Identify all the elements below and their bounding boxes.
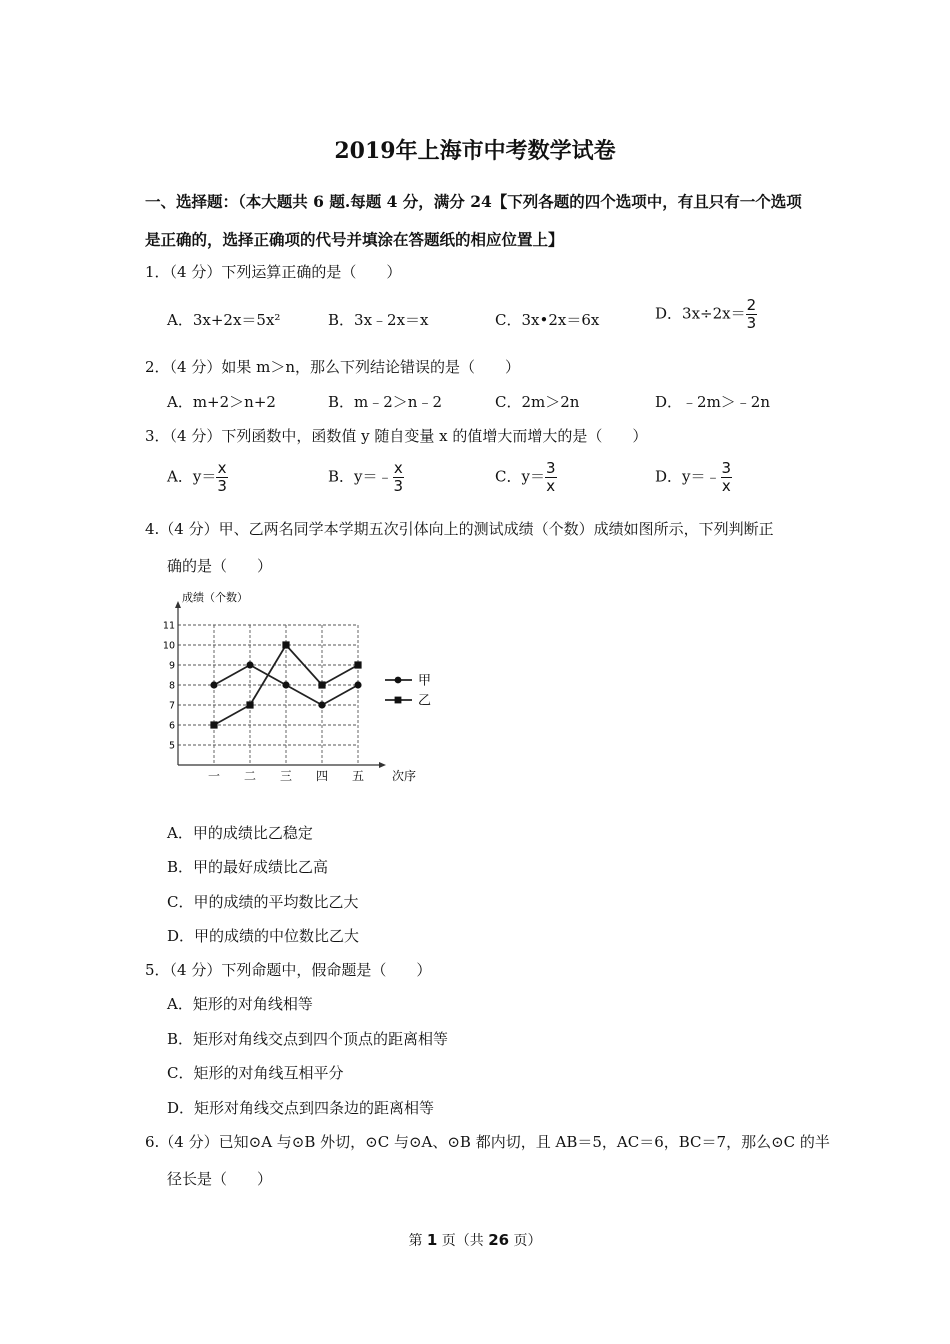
y-tick-label: 11 (162, 620, 175, 632)
y-tick-label: 6 (168, 720, 175, 732)
q3-option-c (495, 460, 557, 495)
footer-suffix: 页） (509, 1233, 542, 1249)
data-point-circle (318, 701, 325, 708)
data-point-circle (354, 681, 361, 688)
q1-option-d (655, 297, 757, 332)
question-5-stem: 5．（4 分）下列命题中，假命题是（ ） (145, 961, 432, 979)
x-tick-label: 三 (279, 769, 293, 783)
data-point-square (246, 701, 253, 708)
q2-option-d: D．﹣2m＞﹣2n (655, 393, 770, 411)
x-axis-arrow (379, 762, 386, 768)
q3-option-b (328, 460, 404, 495)
x-tick-label: 一 (207, 769, 221, 783)
footer-page-number: 1 (426, 1231, 438, 1249)
q1-option-a-text: 3x+2x＝5x² (192, 311, 281, 329)
fraction-denominator: x (721, 477, 731, 495)
fraction-denominator: x (546, 477, 556, 495)
chart-xlabel: 次序 (392, 769, 417, 783)
chart-axes (175, 601, 386, 768)
q3-option-b-prefix: y＝﹣ (354, 467, 393, 486)
fraction-numerator: 3 (545, 459, 556, 477)
q4-option-d: D．甲的成绩的中位数比乙大 (167, 927, 360, 945)
q1-option-a (167, 309, 280, 330)
q1-option-b-text: 3x﹣2x＝x (354, 311, 429, 329)
q1-option-c (495, 309, 599, 330)
q3-option-d (655, 460, 732, 495)
question-3-stem: 3．（4 分）下列函数中，函数值 y 随自变量 x 的值增大而增大的是（ ） (145, 427, 648, 445)
page-footer (0, 1230, 950, 1250)
q2-option-b: B．m﹣2＞n﹣2 (328, 393, 442, 411)
fraction-numerator: x (393, 459, 403, 477)
q4-option-b: B．甲的最好成绩比乙高 (167, 858, 329, 876)
footer-mid: 页（共 (437, 1233, 489, 1249)
fraction-numerator: 2 (746, 296, 757, 314)
q3-option-d-label: D． (655, 467, 683, 486)
chart-legend (385, 674, 431, 709)
x-tick-label: 二 (243, 769, 257, 783)
q3-option-a-fraction (216, 460, 228, 495)
page-title: 2019年上海市中考数学试卷 (334, 138, 616, 164)
q4-option-a: A．甲的成绩比乙稳定 (167, 824, 313, 842)
q1-option-b (328, 309, 429, 330)
q5-option-c: C．矩形的对角线互相平分 (167, 1064, 344, 1082)
data-point-square (282, 641, 289, 648)
y-tick-label: 9 (168, 660, 175, 672)
q3-option-a-prefix: y＝ (192, 467, 217, 486)
q5-option-d: D．矩形对角线交点到四条边的距离相等 (167, 1099, 435, 1117)
q3-option-d-prefix: y＝﹣ (682, 467, 721, 486)
y-tick-label: 7 (168, 700, 175, 712)
q3-option-d-fraction (721, 460, 733, 495)
q3-option-c-label: C． (495, 467, 522, 486)
q1-option-a-label: A． (167, 311, 193, 329)
question-4-stem-line1: 4.（4 分）甲、乙两名同学本学期五次引体向上的测试成绩（个数）成绩如图所示，下列判断正 (145, 520, 774, 538)
data-point-circle (210, 681, 217, 688)
footer-total-pages: 26 (488, 1231, 510, 1249)
y-tick-label: 8 (168, 680, 175, 692)
q3-option-c-fraction (545, 460, 557, 495)
legend-label: 甲 (418, 673, 432, 689)
legend-marker-square (395, 697, 402, 704)
data-point-circle (282, 681, 289, 688)
question-1-stem: 1．（4 分）下列运算正确的是（ ） (145, 263, 402, 281)
fraction-denominator: 3 (746, 314, 757, 332)
q2-option-c: C．2m＞2n (495, 393, 580, 411)
q1-option-d-label: D． (655, 304, 683, 323)
x-tick-label: 四 (315, 769, 329, 783)
q5-option-b: B．矩形对角线交点到四个顶点的距离相等 (167, 1030, 449, 1048)
q1-option-c-label: C． (495, 311, 522, 329)
question-2-stem: 2．（4 分）如果 m＞n，那么下列结论错误的是（ ） (145, 358, 521, 376)
q3-option-c-prefix: y＝ (521, 467, 545, 486)
fraction-numerator: x (217, 459, 227, 477)
section-heading-line1: 一、选择题：（本大题共 6 题.每题 4 分，满分 24【下列各题的四个选项中，有且只有一个选项 (145, 192, 802, 211)
fraction-numerator: 3 (721, 459, 732, 477)
q3-option-a (167, 460, 228, 495)
footer-prefix: 第 (408, 1233, 427, 1249)
question-6-stem-line1: 6.（4 分）已知⊙A 与⊙B 外切，⊙C 与⊙A、⊙B 都内切，且 AB＝5，AC＝6，BC＝7，那么⊙C 的半 (145, 1133, 830, 1151)
q3-option-a-label: A． (167, 467, 193, 486)
data-point-square (354, 661, 361, 668)
chart-grid (178, 625, 358, 765)
q1-option-d-prefix: 3x÷2x＝ (682, 304, 746, 323)
q3-option-b-label: B． (328, 467, 355, 486)
data-point-square (318, 681, 325, 688)
question-4-stem-line2: 确的是（ ） (167, 557, 273, 575)
x-tick-label: 五 (351, 769, 365, 783)
q2-option-a: A．m+2＞n+2 (167, 393, 276, 411)
legend-marker-circle (395, 677, 402, 684)
score-line-chart (160, 585, 450, 790)
q3-option-b-fraction (393, 460, 405, 495)
q1-option-b-label: B． (328, 311, 355, 329)
data-point-circle (246, 661, 253, 668)
q5-option-a: A．矩形的对角线相等 (167, 995, 313, 1013)
y-tick-label: 10 (162, 640, 175, 652)
q1-option-c-text: 3x•2x＝6x (521, 311, 600, 329)
fraction-denominator: 3 (217, 477, 227, 495)
data-point-square (210, 721, 217, 728)
q1-option-d-fraction (746, 297, 758, 332)
q4-option-c: C．甲的成绩的平均数比乙大 (167, 893, 359, 911)
fraction-denominator: 3 (393, 477, 404, 495)
y-axis-arrow (175, 601, 181, 608)
question-6-stem-line2: 径长是（ ） (167, 1170, 273, 1188)
chart-ylabel: 成绩（个数） (182, 591, 248, 604)
legend-label: 乙 (418, 693, 432, 709)
y-tick-label: 5 (168, 740, 175, 752)
section-heading-line2: 是正确的，选择正确项的代号并填涂在答题纸的相应位置上】 (145, 230, 564, 249)
